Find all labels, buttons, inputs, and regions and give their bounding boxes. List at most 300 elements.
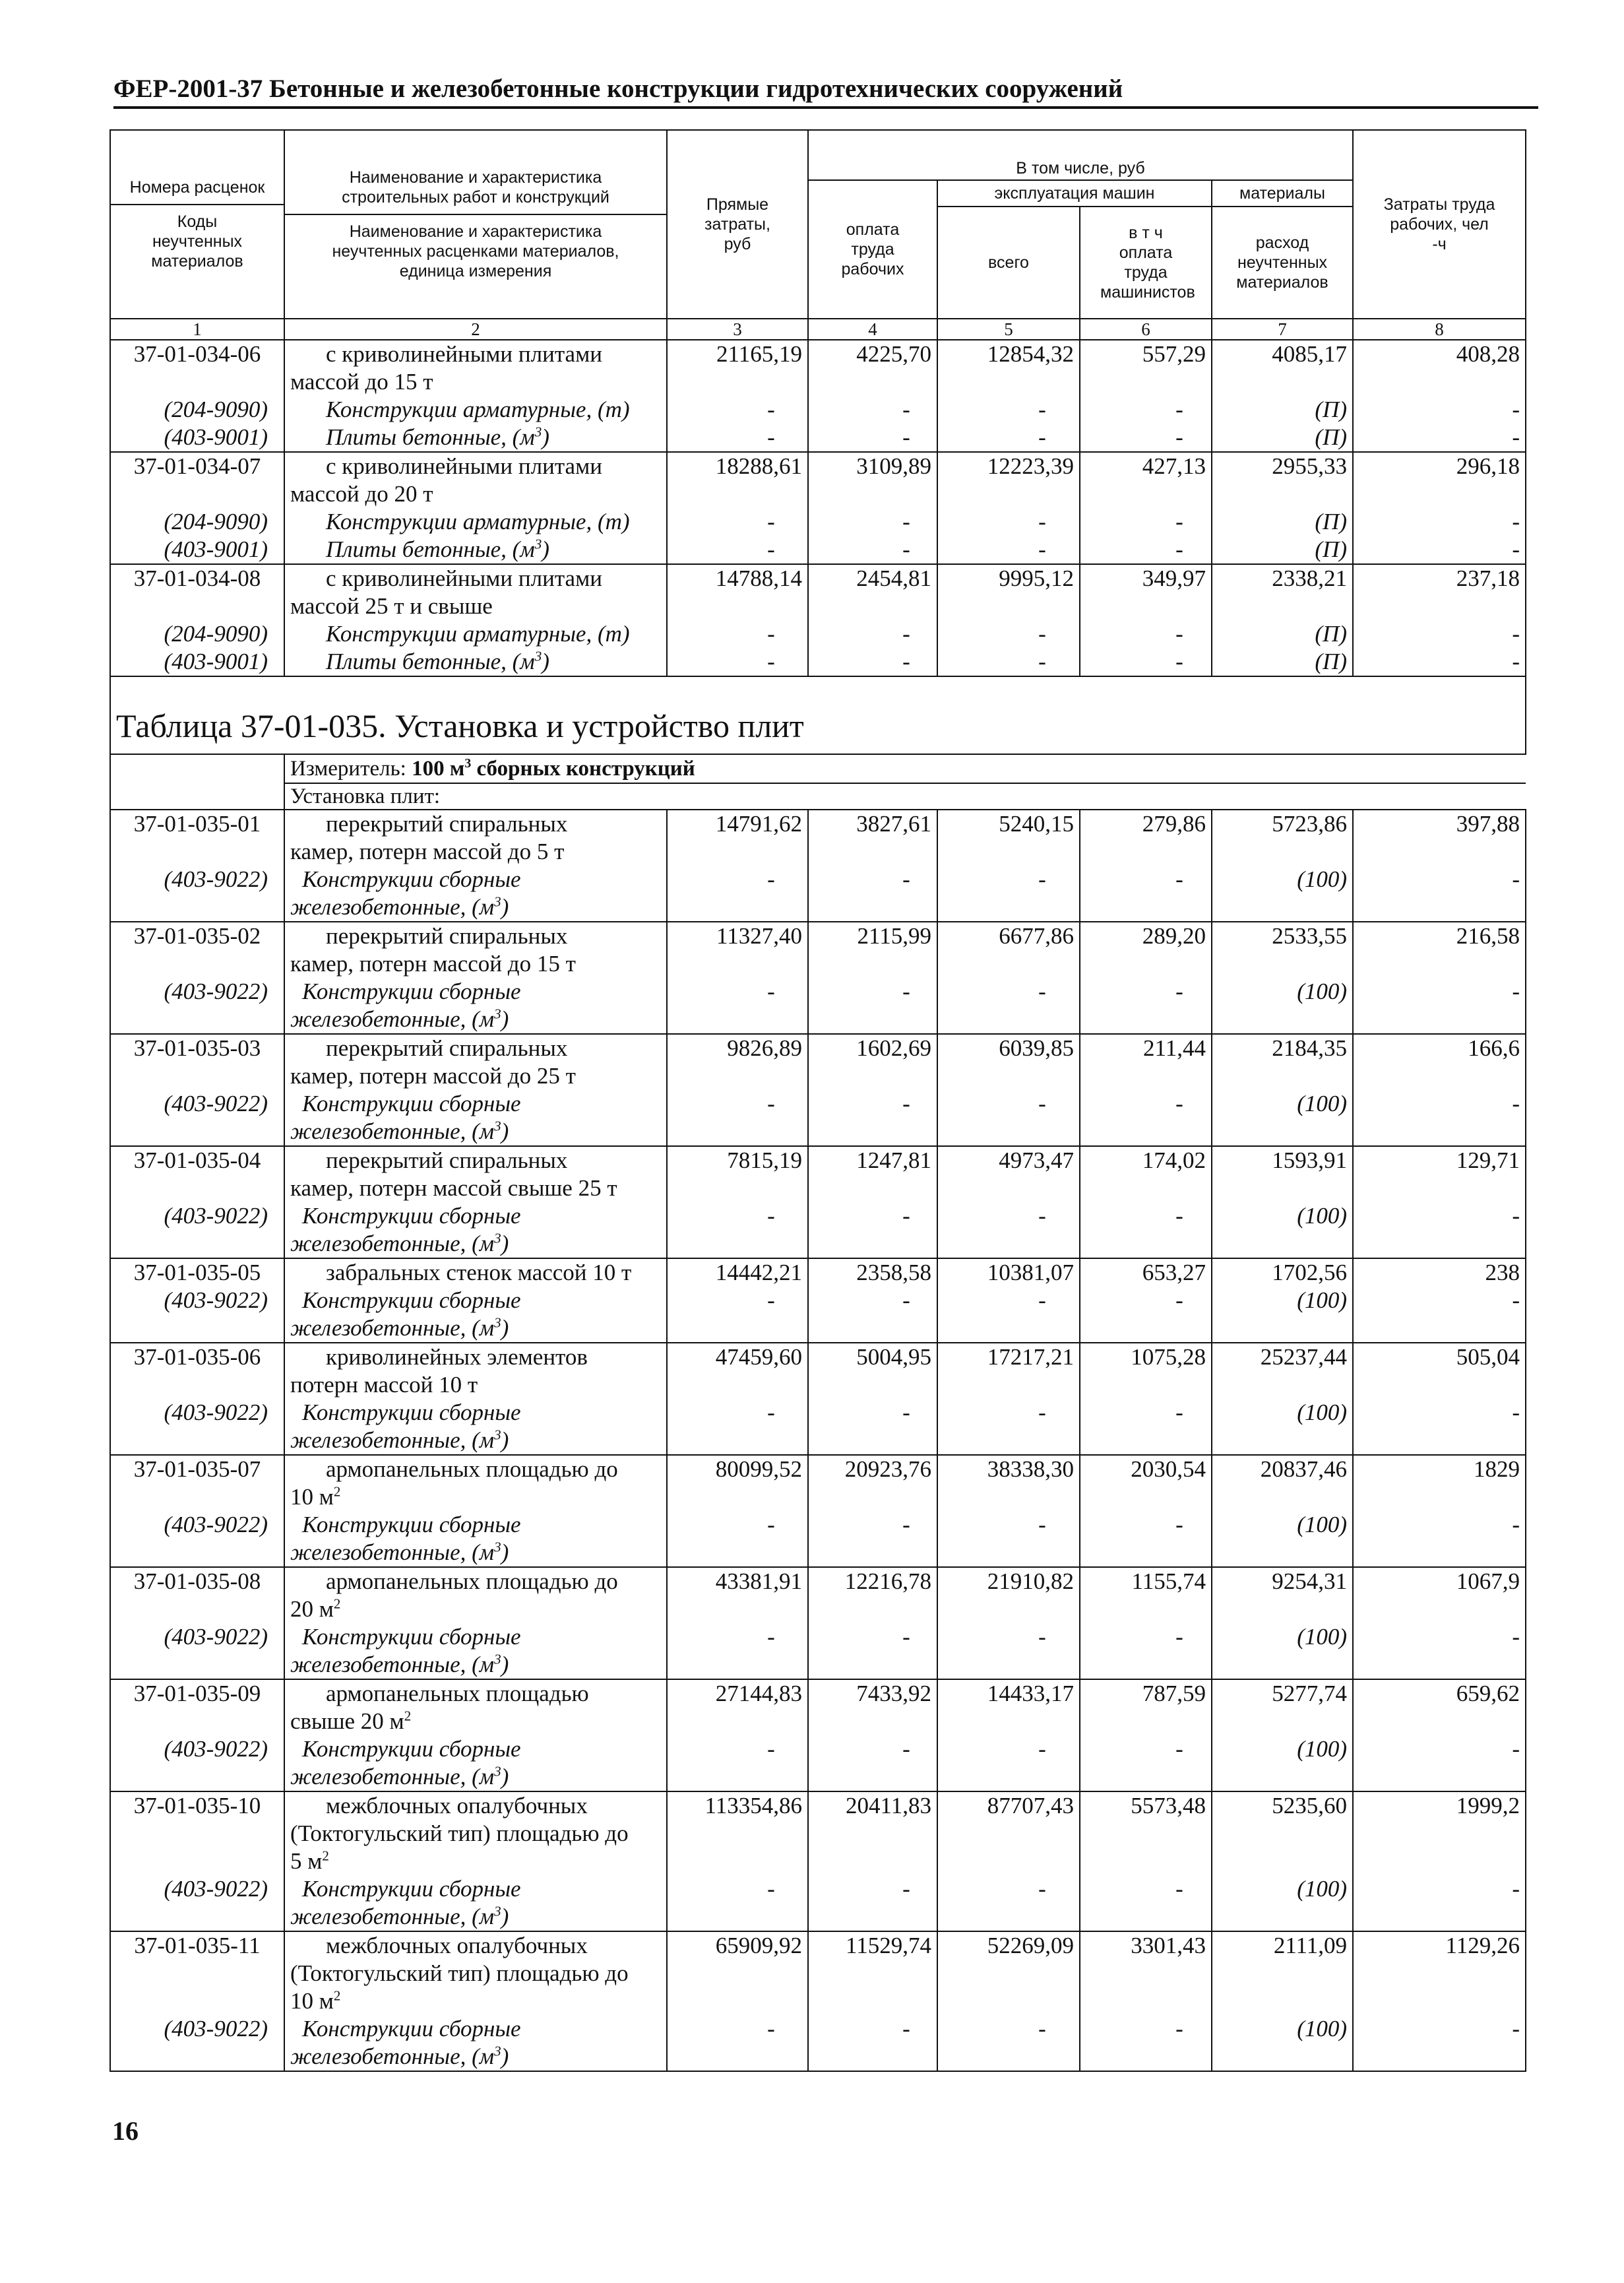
material-name (284, 1735, 667, 1791)
cell-dash: - (1080, 1511, 1212, 1567)
col-num: 4 (808, 319, 937, 340)
cell-c7: 1593,91 (1212, 1146, 1353, 1202)
rate-name-line3-sup: 2 (322, 1848, 329, 1864)
cell-c8: 659,62 (1353, 1679, 1526, 1735)
rate-name-line2: массой 25 т и свыше (290, 593, 493, 619)
rate-name-line1: забральных стенок массой 10 т (326, 1260, 632, 1285)
cell-dash: - (667, 648, 808, 676)
material-name-line2-text: железобетонные, (м (290, 894, 495, 920)
cell-c5: 12854,32 (937, 340, 1080, 396)
cell-c7: 1702,56 (1212, 1258, 1353, 1287)
rate-code: 37-01-035-10 (110, 1791, 284, 1875)
material-name-end: ) (501, 1427, 509, 1453)
cell-dash: - (1353, 978, 1526, 1034)
cell-c7: 2533,55 (1212, 922, 1353, 978)
rate-name-line1: перекрытий спиральных (326, 811, 568, 837)
cell-dash: - (937, 648, 1080, 676)
cell-c3: 43381,91 (667, 1567, 808, 1623)
rate-name-line2 (290, 1062, 661, 1090)
material-name (284, 1399, 667, 1455)
cell-c5: 5240,15 (937, 810, 1080, 866)
cell-c5: 21910,82 (937, 1567, 1080, 1623)
material-row (110, 1623, 1526, 1679)
cell-dash: - (1080, 1287, 1212, 1343)
rate-code: 37-01-035-01 (110, 810, 284, 866)
cell-c5: 38338,30 (937, 1455, 1080, 1511)
cell-c7: 2111,09 (1212, 1931, 1353, 2015)
cell-dash: - (1353, 1202, 1526, 1258)
rate-name-line1: с криволинейными плитами (326, 341, 602, 367)
rate-name-line2: массой до 20 т (290, 481, 433, 507)
material-name (284, 1287, 667, 1343)
rate-name-line2 (290, 1595, 661, 1623)
material-name (284, 424, 667, 452)
rate-name-line1: межблочных опалубочных (326, 1793, 588, 1818)
rate-name-line2 (290, 1174, 661, 1202)
material-name-line1: Конструкции сборные (302, 1203, 521, 1229)
rate-name-line2-text: камер, потерн массой свыше 25 т (290, 1175, 617, 1201)
cell-dash: - (1353, 620, 1526, 648)
rate-name (284, 1679, 667, 1735)
rate-name (284, 340, 667, 396)
material-row (110, 536, 1526, 564)
cell-c7: 5235,60 (1212, 1791, 1353, 1875)
rate-name-line2-text: камер, потерн массой до 15 т (290, 951, 576, 977)
cell-dash: - (667, 1202, 808, 1258)
table-row (110, 810, 1526, 866)
material-row (110, 1511, 1526, 1567)
cell-dash: - (937, 1735, 1080, 1791)
material-cons: (П) (1212, 508, 1353, 536)
material-name-line2-text: железобетонные, (м (290, 1006, 495, 1032)
cell-c8: 1829 (1353, 1455, 1526, 1511)
cell-c8: 1999,2 (1353, 1791, 1526, 1875)
material-name-sup: 3 (534, 648, 542, 664)
rate-name-line2-text: потерн массой 10 т (290, 1372, 478, 1398)
rate-code: 37-01-034-08 (110, 564, 284, 620)
cell-c3: 14791,62 (667, 810, 808, 866)
rate-name (284, 1455, 667, 1511)
material-name-line2 (290, 2043, 661, 2071)
rate-code: 37-01-035-11 (110, 1931, 284, 2015)
material-name-line1: Конструкции сборные (302, 1399, 521, 1425)
cell-c6: 5573,48 (1080, 1791, 1212, 1875)
table-row (110, 1679, 1526, 1735)
cell-c4: 5004,95 (808, 1343, 937, 1399)
table-row (110, 1034, 1526, 1090)
table-row (110, 1146, 1526, 1202)
rate-name-line1: перекрытий спиральных (326, 923, 568, 949)
material-cons: (100) (1212, 1735, 1353, 1791)
cell-c5: 52269,09 (937, 1931, 1080, 2015)
cell-dash: - (808, 1202, 937, 1258)
material-name-end: ) (542, 649, 549, 674)
material-name-sup: 3 (494, 1763, 501, 1780)
material-name-sup: 3 (494, 1006, 501, 1022)
cell-dash: - (667, 1623, 808, 1679)
material-code: (403-9022) (110, 1623, 284, 1679)
cell-dash: - (1353, 536, 1526, 564)
material-code: (204-9090) (110, 396, 284, 424)
rate-code: 37-01-035-03 (110, 1034, 284, 1090)
table-row (110, 564, 1526, 620)
rate-code: 37-01-035-04 (110, 1146, 284, 1202)
cell-c3: 11327,40 (667, 922, 808, 978)
cell-dash: - (808, 866, 937, 922)
cell-dash: - (1353, 866, 1526, 922)
rate-name-line2-text: (Токтогульский тип) площадью до (290, 1960, 629, 1986)
material-name (284, 978, 667, 1034)
cell-c3: 80099,52 (667, 1455, 808, 1511)
rate-name-line2 (290, 950, 661, 978)
rate-name-line3-text: 10 м (290, 1988, 334, 2014)
cell-dash: - (1080, 508, 1212, 536)
cell-c8: 238 (1353, 1258, 1526, 1287)
rate-name-line2 (290, 1708, 661, 1735)
cell-c6: 174,02 (1080, 1146, 1212, 1202)
material-name (284, 620, 667, 648)
cell-c4: 4225,70 (808, 340, 937, 396)
cell-dash: - (1080, 620, 1212, 648)
cell-dash: - (667, 978, 808, 1034)
rate-name (284, 564, 667, 620)
material-name (284, 1623, 667, 1679)
cell-dash: - (667, 2015, 808, 2071)
cell-dash: - (937, 396, 1080, 424)
cell-c3: 21165,19 (667, 340, 808, 396)
cell-c3: 113354,86 (667, 1791, 808, 1875)
material-name-line2 (290, 1763, 661, 1791)
col-num: 7 (1212, 319, 1353, 340)
cell-dash: - (808, 396, 937, 424)
cell-dash: - (667, 1287, 808, 1343)
unit-end: сборных конструкций (471, 757, 695, 781)
cell-dash: - (808, 1090, 937, 1146)
cell-c4: 1602,69 (808, 1034, 937, 1090)
material-name-end: ) (501, 1118, 509, 1144)
cell-c4: 2454,81 (808, 564, 937, 620)
rate-name-line2 (290, 1371, 661, 1399)
cell-dash: - (937, 1511, 1080, 1567)
rate-name (284, 1343, 667, 1399)
cell-dash: - (1080, 1399, 1212, 1455)
cell-dash: - (1353, 1399, 1526, 1455)
cell-c3: 27144,83 (667, 1679, 808, 1735)
cell-dash: - (1080, 866, 1212, 922)
cell-c5: 6039,85 (937, 1034, 1080, 1090)
material-name (284, 1511, 667, 1567)
rate-name-line1: криволинейных элементов (326, 1344, 588, 1370)
rate-name-line2 (290, 1820, 661, 1848)
cell-dash: - (667, 1090, 808, 1146)
material-cons: (100) (1212, 1511, 1353, 1567)
material-name (284, 536, 667, 564)
material-name (284, 1202, 667, 1258)
cell-c5: 4973,47 (937, 1146, 1080, 1202)
material-name-sup: 3 (494, 1427, 501, 1443)
rate-name-line2-text: (Токтогульский тип) площадью до (290, 1820, 629, 1846)
cell-dash: - (808, 1875, 937, 1931)
material-row (110, 1202, 1526, 1258)
rate-name (284, 1791, 667, 1875)
col-header-code-bottom: Коды неучтенных материалов (151, 212, 243, 271)
table-row (110, 1567, 1526, 1623)
material-name-line2 (290, 1903, 661, 1931)
table-row (110, 1343, 1526, 1399)
unit-line (284, 754, 1526, 783)
cell-dash: - (1080, 1090, 1212, 1146)
cell-c6: 1075,28 (1080, 1343, 1212, 1399)
material-code: (204-9090) (110, 620, 284, 648)
cell-dash: - (808, 620, 937, 648)
cell-c7: 5723,86 (1212, 810, 1353, 866)
cell-c8: 216,58 (1353, 922, 1526, 978)
col-header-name (284, 130, 667, 319)
cell-dash: - (1080, 1735, 1212, 1791)
cell-c7: 9254,31 (1212, 1567, 1353, 1623)
material-name-end: ) (501, 1315, 509, 1341)
cell-dash: - (1080, 1875, 1212, 1931)
cell-c6: 279,86 (1080, 810, 1212, 866)
material-cons: (П) (1212, 396, 1353, 424)
cell-c7: 2338,21 (1212, 564, 1353, 620)
material-name-line2 (290, 1006, 661, 1033)
rate-name-line2-text: камер, потерн массой до 25 т (290, 1063, 576, 1089)
col-header-machinists-pay: в т ч оплата труда машинистов (1080, 207, 1212, 319)
rate-name-line1: с криволинейными плитами (326, 565, 602, 591)
material-code: (403-9001) (110, 424, 284, 452)
cell-dash: - (1080, 536, 1212, 564)
rate-name (284, 922, 667, 978)
material-name-sup: 3 (494, 1230, 501, 1246)
cell-dash: - (808, 648, 937, 676)
cell-c4: 2115,99 (808, 922, 937, 978)
material-name-line2-text: железобетонные, (м (290, 1231, 495, 1256)
material-cons: (П) (1212, 424, 1353, 452)
material-name-line2-text: железобетонные, (м (290, 1652, 495, 1677)
material-name-sup: 3 (534, 424, 542, 440)
col-num: 8 (1353, 319, 1526, 340)
cell-dash: - (808, 536, 937, 564)
cell-dash: - (808, 978, 937, 1034)
cell-dash: - (937, 2015, 1080, 2071)
material-name-sup: 3 (494, 1314, 501, 1331)
cell-c7: 5277,74 (1212, 1679, 1353, 1735)
col-num: 2 (284, 319, 667, 340)
cell-dash: - (937, 536, 1080, 564)
material-name-line2 (290, 1427, 661, 1454)
cell-c4: 1247,81 (808, 1146, 937, 1202)
cell-c7: 4085,17 (1212, 340, 1353, 396)
cell-dash: - (937, 1399, 1080, 1455)
cell-c5: 12223,39 (937, 452, 1080, 508)
cell-dash: - (1080, 396, 1212, 424)
rate-name-line1: перекрытий спиральных (326, 1035, 568, 1061)
material-name-sup: 3 (494, 2043, 501, 2059)
col-header-name-bottom: Наименование и характеристика неучтенных расценками материалов, единица измерения (332, 222, 619, 280)
cell-c4: 12216,78 (808, 1567, 937, 1623)
col-num: 3 (667, 319, 808, 340)
cell-c5: 10381,07 (937, 1258, 1080, 1287)
rate-name-line2: массой до 15 т (290, 369, 433, 395)
cell-dash: - (1080, 424, 1212, 452)
rate-name-line1: армопанельных площадью до (326, 1568, 618, 1594)
material-name (284, 1875, 667, 1931)
material-name-line2-text: железобетонные, (м (290, 1539, 495, 1565)
unit-sup: 3 (464, 756, 472, 771)
material-name-end: ) (501, 894, 509, 920)
table-row (110, 1931, 1526, 2015)
material-name-text: Плиты бетонные, (м (326, 424, 535, 450)
col-num: 5 (937, 319, 1080, 340)
material-code: (403-9001) (110, 648, 284, 676)
rate-name (284, 1931, 667, 2015)
cell-dash: - (808, 508, 937, 536)
cell-dash: - (937, 1623, 1080, 1679)
col-header-code (110, 130, 284, 319)
cell-c5: 17217,21 (937, 1343, 1080, 1399)
cell-dash: - (937, 978, 1080, 1034)
cell-c4: 2358,58 (808, 1258, 937, 1287)
material-name-line2-text: железобетонные, (м (290, 2043, 495, 2069)
cell-dash: - (937, 1090, 1080, 1146)
material-row (110, 620, 1526, 648)
material-cons: (П) (1212, 620, 1353, 648)
col-header-machines: эксплуатация машин (937, 180, 1212, 207)
cell-c7: 2184,35 (1212, 1034, 1353, 1090)
rate-name-line2-sup: 2 (333, 1595, 341, 1612)
cell-c3: 18288,61 (667, 452, 808, 508)
cell-c5: 14433,17 (937, 1679, 1080, 1735)
material-name (284, 2015, 667, 2071)
cell-dash: - (937, 1875, 1080, 1931)
rate-code: 37-01-034-06 (110, 340, 284, 396)
table-035-header (110, 676, 1526, 810)
cell-dash: - (808, 2015, 937, 2071)
material-code: (403-9022) (110, 1735, 284, 1791)
col-header-machines-total: всего (937, 207, 1080, 319)
material-cons: (100) (1212, 1875, 1353, 1931)
cell-dash: - (1080, 978, 1212, 1034)
cell-c5: 9995,12 (937, 564, 1080, 620)
cell-dash: - (1080, 1623, 1212, 1679)
material-name-end: ) (501, 1904, 509, 1929)
material-name-line2-text: железобетонные, (м (290, 1764, 495, 1789)
material-name-sup: 3 (494, 1651, 501, 1667)
rate-name-line2-sup: 2 (404, 1708, 412, 1724)
cell-dash: - (1353, 1090, 1526, 1146)
cell-c6: 653,27 (1080, 1258, 1212, 1287)
rate-code: 37-01-035-05 (110, 1258, 284, 1287)
cell-c7: 2955,33 (1212, 452, 1353, 508)
rate-name-line2-text: камер, потерн массой до 5 т (290, 839, 565, 864)
material-name-end: ) (501, 1006, 509, 1032)
col-header-labor: Затраты труда рабочих, чел -ч (1353, 130, 1526, 319)
material-name-text: Конструкции арматурные, (т) (326, 509, 630, 534)
material-name-end: ) (501, 1764, 509, 1789)
cell-dash: - (808, 1623, 937, 1679)
cell-dash: - (808, 1399, 937, 1455)
cell-c6: 427,13 (1080, 452, 1212, 508)
cell-dash: - (937, 508, 1080, 536)
material-cons: (100) (1212, 1623, 1353, 1679)
cell-dash: - (1353, 424, 1526, 452)
group-label: Установка плит: (284, 783, 1526, 810)
material-code: (403-9022) (110, 1202, 284, 1258)
material-name (284, 648, 667, 676)
cell-c5: 6677,86 (937, 922, 1080, 978)
cell-dash: - (667, 866, 808, 922)
material-name-end: ) (542, 424, 549, 450)
cell-dash: - (1353, 396, 1526, 424)
material-name-line1: Конструкции сборные (302, 1876, 521, 1902)
cell-c4: 20923,76 (808, 1455, 937, 1511)
table-row (110, 1455, 1526, 1511)
material-row (110, 866, 1526, 922)
cell-c4: 20411,83 (808, 1791, 937, 1875)
cell-dash: - (1353, 1735, 1526, 1791)
rate-name-line3 (290, 1848, 661, 1875)
material-name-text: Плиты бетонные, (м (326, 649, 535, 674)
rate-code: 37-01-035-06 (110, 1343, 284, 1399)
rate-code: 37-01-034-07 (110, 452, 284, 508)
material-row (110, 508, 1526, 536)
cell-dash: - (667, 508, 808, 536)
material-name-line1: Конструкции сборные (302, 1091, 521, 1116)
material-name-line2-text: железобетонные, (м (290, 1904, 495, 1929)
cell-c6: 211,44 (1080, 1034, 1212, 1090)
rate-name-line3-text: 5 м (290, 1848, 323, 1874)
material-name-line2 (290, 1539, 661, 1566)
cell-dash: - (667, 1735, 808, 1791)
cell-dash: - (937, 620, 1080, 648)
rate-name (284, 1258, 667, 1287)
rate-code: 37-01-035-09 (110, 1679, 284, 1735)
material-row (110, 1287, 1526, 1343)
rates-table (109, 129, 1526, 2072)
cell-dash: - (667, 1511, 808, 1567)
material-cons: (100) (1212, 1287, 1353, 1343)
cell-dash: - (667, 1399, 808, 1455)
cell-c4: 3827,61 (808, 810, 937, 866)
rate-name-line1: армопанельных площадью (326, 1681, 589, 1706)
material-code: (403-9022) (110, 1090, 284, 1146)
material-name-sup: 3 (494, 1903, 501, 1919)
material-name-end: ) (501, 2043, 509, 2069)
material-code: (403-9022) (110, 1511, 284, 1567)
material-code: (403-9022) (110, 1399, 284, 1455)
table-row (110, 922, 1526, 978)
cell-dash: - (667, 1875, 808, 1931)
table-row (110, 452, 1526, 508)
cell-c8: 166,6 (1353, 1034, 1526, 1090)
material-name-text: Плиты бетонные, (м (326, 536, 535, 562)
material-name (284, 866, 667, 922)
material-row (110, 1090, 1526, 1146)
rate-name-line1: армопанельных площадью до (326, 1456, 618, 1482)
col-header-materials: материалы (1212, 180, 1353, 207)
cell-c6: 787,59 (1080, 1679, 1212, 1735)
cell-c3: 47459,60 (667, 1343, 808, 1399)
material-name-line2 (290, 1314, 661, 1342)
material-row (110, 648, 1526, 676)
rate-name-line3-sup: 2 (333, 1987, 341, 2004)
cell-dash: - (1353, 1875, 1526, 1931)
table-034-body (110, 340, 1526, 676)
rate-name (284, 1034, 667, 1090)
cell-dash: - (808, 1287, 937, 1343)
material-cons: (100) (1212, 1399, 1353, 1455)
